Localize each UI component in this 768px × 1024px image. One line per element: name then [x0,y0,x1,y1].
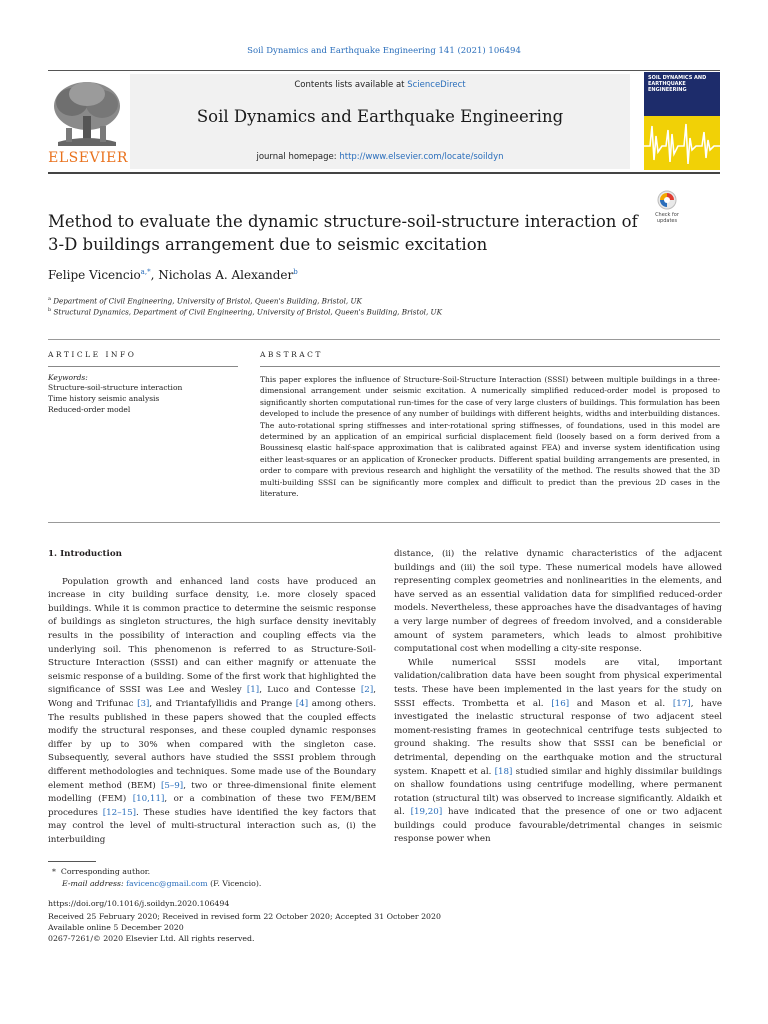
article-info-rule [48,366,238,367]
affiliation-b-mark: b [48,307,52,313]
corresponding-author-note [52,866,652,877]
journal-name: Soil Dynamics and Earthquake Engineering [196,107,564,126]
reference-link[interactable]: [3] [137,698,150,709]
author-separator: , [150,268,159,282]
reference-link[interactable]: [18] [494,766,513,777]
text-run: . These studies have identified the key factors that may control the level of multi-structural interaction such as, (i) the interbuilding [48,807,376,845]
intro-paragraph-2: distance, (ii) the relative dynamic characteristics of the adjacent buildings and (iii) the soil type. These numerical models have allowed representing complex geometries and nonlinearities in the elements, and have served as an essential validation data for simplified reduced-order models. Nevertheless, these approaches have the disadvantages of having a very large number of degrees of freedom involved, and a considerable amount of system parameters, which leads to almost prohibitive computational cost when modelling a city-site response. [394,549,722,655]
publisher-name: ELSEVIER [48,150,128,166]
homepage-link[interactable]: http://www.elsevier.com/locate/soildyn [339,152,504,162]
affiliation-b [48,307,698,316]
text-run: , Luco and Contesse [259,685,361,696]
keyword-item: Time history seismic analysis [48,394,160,403]
reference-link[interactable]: [4] [295,698,309,709]
reference-link[interactable]: [16] [551,698,570,709]
text-run: studied similar and highly dissimilar buildings on shallow foundations using centrifuge modelling, where permanent rotation (structural tilt) was observed to increase significantly. Aldaikh et al. [394,766,723,818]
reference-link[interactable]: [17] [672,698,691,709]
text-run: , two or three-dimensional finite element modelling (FEM) [48,780,376,805]
section-heading-introduction: 1. Introduction [48,549,122,559]
contents-prefix: Contents lists available at [294,80,408,90]
reference-link[interactable]: [19,20] [410,807,443,818]
doi-link[interactable]: https://doi.org/10.1016/j.soildyn.2020.106494 [48,899,230,908]
email-link[interactable]: favicenc@gmail.com [126,879,208,888]
author-1-affil-mark[interactable]: a,* [140,268,151,276]
check-for-updates-label: Check for updates [655,212,679,224]
abstract-rule [260,366,720,367]
reference-link[interactable]: [12–15] [102,807,136,818]
homepage-prefix: journal homepage: [256,152,340,162]
reference-link[interactable]: [1] [246,685,260,696]
abstract-bottom-rule [48,522,720,523]
left-column [48,548,376,847]
homepage-line [130,152,630,162]
corresponding-mark: * [52,867,56,876]
text-run: have indicated that the presence of one or two adjacent buildings could produce favourable/detrimental changes in seismic response power when [394,807,723,845]
crossmark-icon [657,190,677,210]
keywords-label: Keywords: [48,373,88,382]
email-note [62,878,662,889]
text-run: Population growth and enhanced land costs have produced an increase in city building surface density, i.e. more closely spaced buildings. While it is common practice to determine the seismic response of buildings as singleton structures, the high surface density inevitably results in the possibility of interaction and coupling effects via the underlying soil. This phenomenon is referred to as Structure-Soil-Structure Interaction (SSSI) and can either magnify or attenuate the seismic response of a building. Some of the first work that highlighted the significance of SSSI was Lee and Wesley [48,576,376,696]
abstract-heading: ABSTRACT [260,350,323,359]
keyword-item: Structure-soil-structure interaction [48,383,183,392]
text-run: among others. The results published in these papers showed that the coupled effects modify the structural responses, and these coupled dynamic responses differ by up to 30% when compared with the singleton case. Subsequently, several authors have studied the SSSI problem through different methodologies and techniques. Some made use of the Boundary element method (BEM) [48,698,376,791]
author-2-affil-mark[interactable]: b [293,268,298,276]
journal-citation[interactable]: Soil Dynamics and Earthquake Engineering 141 (2021) 106494 [247,46,521,56]
abstract-text: This paper explores the influence of Structure-Soil-Structure Interaction (SSSI) between multiple buildings in a three-dimensional arrangement under seismic excitation. A numerically simplified reduced-order model is proposed to significantly shorten computational run-times for the case of very large clusters of buildings. This formulation has been developed to include the presence of any number of buildings with different heights, widths and interbuilding distances. The auto-rotational spring stiffnesses and inter-rotational spring stiffnesses, of foundations, used in this model are determined by an application of an empirical surficial displacement field (loosely based on a form derived from a Boussinesq elastic half-space approximation that is calibrated against FEA) and inverse system identification using either least-squares or an application of Kronecker products. Different spatial building arrangements are presented, in order to compare with previous research and highlight the versatility of the method. The results showed that the 3D multi-building SSSI can be significantly more complex and difficult to predict than the previous 2D cases in the literature. [260,375,720,499]
intro-paragraph-1 [48,576,376,848]
text-run: , or a combination of these two FEM/BEM procedures [48,794,376,818]
author-2[interactable]: Nicholas A. Alexander [158,268,294,282]
text-run: While numerical SSSI models are vital, important validation/calibration data have been sought from physical experimental tests. These have been implemented in the last years for the study on SSSI effects. Trombetta et al. [394,657,722,709]
header-bottom-rule [48,172,720,174]
email-label: E-mail address: [62,879,127,888]
authors-line [48,268,648,282]
heading-spacer [48,562,376,576]
affiliation-a-text: Department of Civil Engineering, University of Bristol, Queen's Building, Bristol, UK [53,296,362,306]
sciencedirect-link[interactable]: ScienceDirect [407,80,466,90]
text-run: and Mason et al. [569,698,673,709]
text-run: , have investigated the inelastic structural response of two adjacent steel moment-resisting frames in geotechnical centrifuge tests subjected to ground shaking. The results show that SSSI can be beneficial or detrimental, depending on the earthquake motion and the structural system. Knapett et al. [394,698,723,777]
affiliation-a-mark: a [48,296,51,302]
reference-link[interactable]: [10,11] [132,794,165,805]
received-dates: Received 25 February 2020; Received in revised form 22 October 2020; Accepted 31 October 2020 [48,912,441,921]
contents-line [130,80,630,90]
corresponding-label: Corresponding author. [60,867,151,876]
front-matter-rule [48,339,720,340]
article-title: Method to evaluate the dynamic structure-soil-structure interaction of 3-D buildings arrangement due to seismic excitation [48,212,638,254]
author-1[interactable]: Felipe Vicencio [48,268,141,282]
intro-paragraph-3 [394,657,722,847]
reference-link[interactable]: [5–9] [161,780,184,791]
header-top-rule [48,70,720,71]
cover-title: SOIL DYNAMICS AND EARTHQUAKE ENGINEERING [648,75,707,93]
email-owner: (F. Vicencio). [207,879,262,888]
cover-waveform [644,116,720,170]
article-info-heading: ARTICLE INFO [48,350,137,359]
footnote-rule [48,861,96,862]
affiliation-a [48,296,698,305]
affiliation-b-text: Structural Dynamics, Department of Civil Engineering, University of Bristol, Queen's Building, Bristol, UK [53,307,442,317]
text-run: , and Triantafyllidis and Prange [149,698,296,709]
reference-link[interactable]: [2] [360,685,374,696]
available-online: Available online 5 December 2020 [48,923,184,932]
text-run: , Wong and Trifunac [48,685,376,709]
right-column [394,548,722,847]
keyword-item: Reduced-order model [48,405,131,414]
copyright: 0267-7261/© 2020 Elsevier Ltd. All rights reserved. [48,934,255,943]
journal-cover[interactable] [644,72,720,170]
check-for-updates-button[interactable] [648,190,686,228]
